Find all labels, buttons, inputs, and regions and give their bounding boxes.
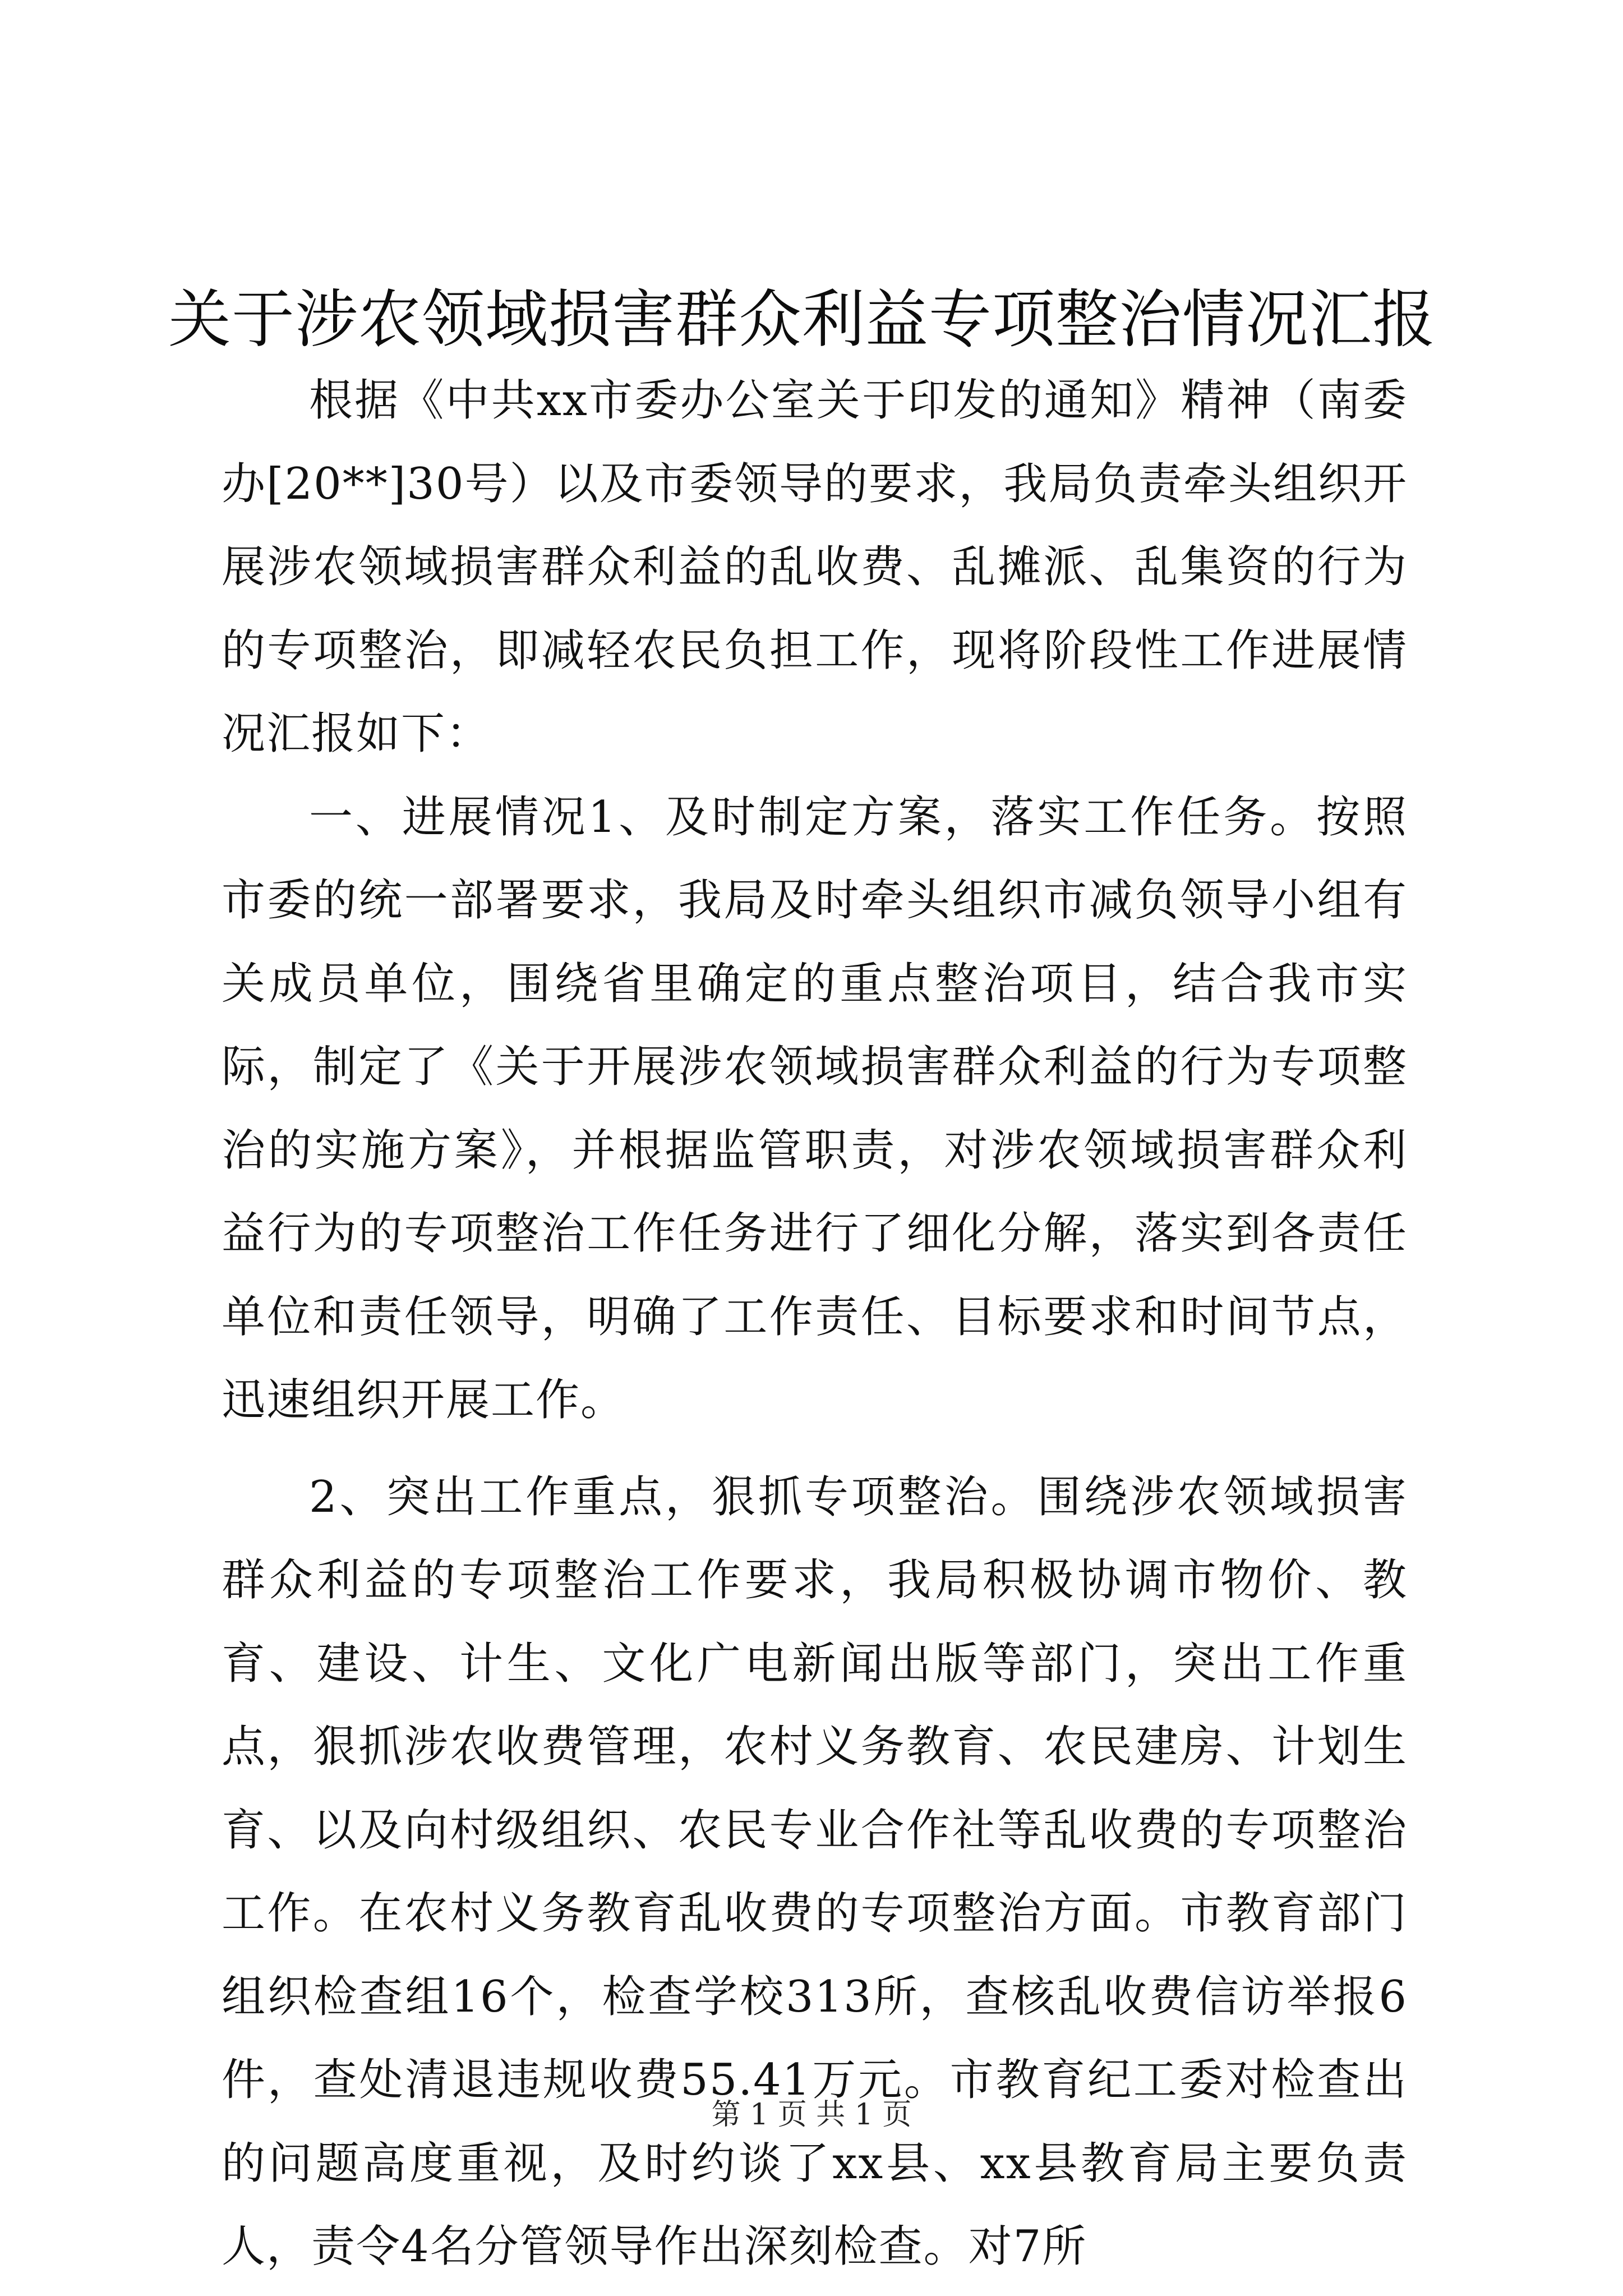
document-title: 关于涉农领域损害群众利益专项整治情况汇报 bbox=[168, 283, 1436, 356]
paragraph-intro: 根据《中共xx市委办公室关于印发的通知》精神（南委办[20**]30号）以及市委领导的要求，我局负责牵头组织开展涉农领域损害群众利益的乱收费、乱摊派、乱集资的行为的专项整治，即减轻农民负担工作，现将阶段性工作进展情况汇报如下： bbox=[222, 375, 1408, 759]
paragraph-progress-1: 一、进展情况1、及时制定方案，落实工作任务。按照市委的统一部署要求，我局及时牵头组织市减负领导小组有关成员单位，围绕省里确定的重点整治项目，结合我市实际，制定了《关于开展涉农领域损害群众利益的行为专项整治的实施方案》，并根据监管职责，对涉农领域损害群众利益行为的专项整治工作任务进行了细化分解，落实到各责任单位和责任领导，明确了工作责任、目标要求和时间节点，迅速组织开展工作。 bbox=[222, 792, 1408, 1425]
document-body bbox=[222, 359, 1408, 2289]
paragraph-progress-2: 2、突出工作重点，狠抓专项整治。围绕涉农领域损害群众利益的专项整治工作要求，我局积极协调市物价、教育、建设、计生、文化广电新闻出版等部门，突出工作重点，狠抓涉农收费管理，农村义务教育、农民建房、计划生育、以及向村级组织、农民专业合作社等乱收费的专项整治工作。在农村义务教育乱收费的专项整治方面。市教育部门组织检查组16个，检查学校313所，查核乱收费信访举报6件，查处清退违规收费55.41万元。市教育纪工委对检查出的问题高度重视，及时约谈了xx县、xx县教育局主要负责人，责令4名分管领导作出深刻检查。对7所 bbox=[222, 1471, 1408, 2272]
page-number-footer: 第 1 页 共 1 页 bbox=[711, 2098, 912, 2132]
